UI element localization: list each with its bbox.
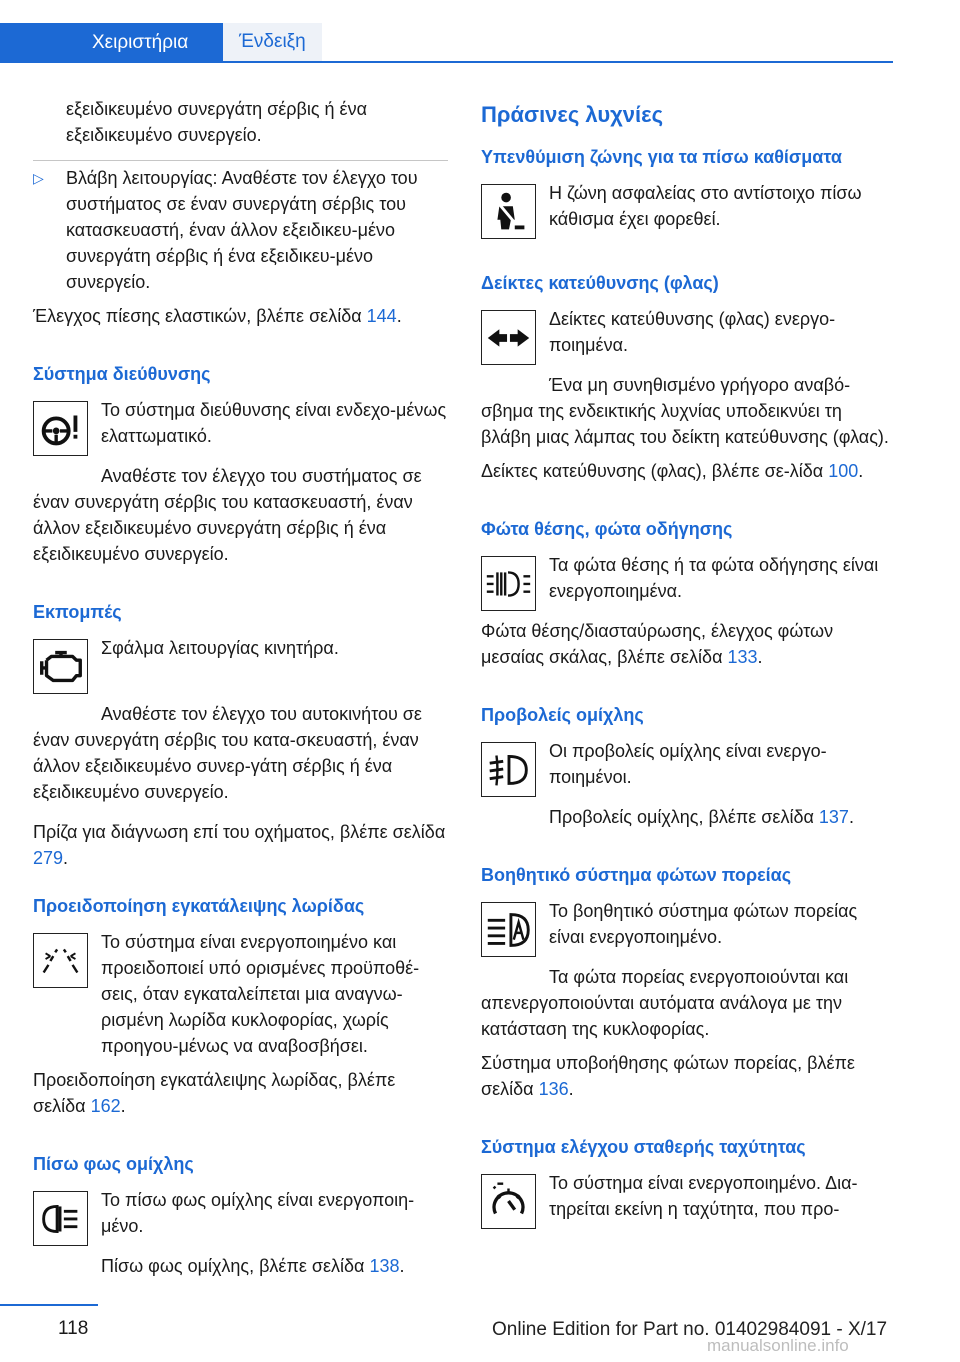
parking-icon-text: Τα φώτα θέσης ή τα φώτα οδήγησης είναι ενεργοποιημένα. [549,555,879,601]
seatbelt-heading: Υπενθύμιση ζώνης για τα πίσω καθίσματα [481,147,842,167]
page-link-138[interactable]: 138 [369,1256,400,1276]
fog-entry [481,738,896,796]
emissions-entry [33,635,448,693]
steering-heading: Σύστημα διεύθυνσης [33,364,211,384]
cruise-control-icon [481,1174,536,1229]
cruise-entry [481,1170,896,1228]
fog-reference: Προβολείς ομίχλης, βλέπε σελίδα 137. [549,807,854,827]
seatbelt-entry [481,180,896,238]
lane-entry [33,929,448,1059]
engine-check-icon [33,639,88,694]
cruise-icon-text: Το σύστημα είναι ενεργοποιημένο. Δια-τηρείται εκείνη η ταχύτητα, που προ- [549,1173,858,1219]
rear-fog-light-icon [33,1191,88,1246]
lane-heading: Προειδοποίηση εγκατάλειψης λωρίδας [33,896,365,916]
high-beam-ref-text: Σύστημα υποβοήθησης φώτων πορείας, βλέπε σελίδα [481,1053,855,1099]
steering-wheel-warning-icon [33,401,88,456]
page-link-137[interactable]: 137 [818,807,849,827]
turn-heading: Δείκτες κατεύθυνσης (φλας) [481,273,719,293]
high-beam-text: Τα φώτα πορείας ενεργοποιούνται και απενεργοποιούνται αυτόματα ανάλογα με την κατάσταση της κυκλοφορίας. [481,967,849,1039]
page-link-144[interactable]: 144 [366,306,397,326]
page-number-rule [0,1304,98,1306]
tyre-ref-text: Έλεγχος πίεσης ελαστικών, βλέπε σελίδα [33,306,362,326]
continued-text: εξειδικευμένο συνεργάτη σέρβις ή ένα εξειδικευμένο συνεργείο. [66,99,367,145]
parking-reference: Φώτα θέσης/διασταύρωσης, έλεγχος φώτων μεσαίας σκάλας, βλέπε σελίδα 133. [481,621,834,667]
seatbelt-icon-text: Η ζώνη ασφαλείας στο αντίστοιχο πίσω κάθισμα έχει φορεθεί. [549,183,862,229]
tab-controls[interactable]: Χειριστήρια [0,23,223,63]
parking-entry [481,552,896,610]
rear-fog-ref-text: Πίσω φως ομίχλης, βλέπε σελίδα [101,1256,365,1276]
page-link-279[interactable]: 279 [33,848,64,868]
turn-icon-text: Δείκτες κατεύθυνσης (φλας) ενεργο-ποιημένα. [549,309,836,355]
turn-reference: Δείκτες κατεύθυνσης (φλας), βλέπε σε-λίδα 100. [481,461,864,481]
triangle-bullet-icon: ▷ [33,170,44,186]
high-beam-reference: Σύστημα υποβοήθησης φώτων πορείας, βλέπε σελίδα 136. [481,1053,855,1099]
parking-lights-icon [481,556,536,611]
watermark: manualsonline.info [707,1336,849,1355]
bullet-item [33,165,448,295]
high-beam-icon-text: Το βοηθητικό σύστημα φώτων πορείας είναι ενεργοποιημένο. [549,901,858,947]
page-number: 118 [58,1318,89,1339]
tyre-reference: Έλεγχος πίεσης ελαστικών, βλέπε σελίδα 144. [33,306,402,326]
diagnosis-ref-text: Πρίζα για διάγνωση επί του οχήματος, βλέπε σελίδα [33,822,446,842]
turn-entry [481,306,896,364]
high-beam-assist-icon [481,902,536,957]
tab-display[interactable]: Ένδειξη [223,23,322,61]
fog-heading: Προβολείς ομίχλης [481,705,644,725]
fog-ref-text: Προβολείς ομίχλης, βλέπε σελίδα [549,807,814,827]
parking-ref-text: Φώτα θέσης/διασταύρωσης, έλεγχος φώτων μεσαίας σκάλας, βλέπε σελίδα [481,621,834,667]
page-link-133[interactable]: 133 [727,647,758,667]
lane-ref-text: Προειδοποίηση εγκατάλειψης λωρίδας, βλέπε σελίδα [33,1070,396,1116]
page-link-162[interactable]: 162 [90,1096,121,1116]
green-lights-title: Πράσινες λυχνίες [481,102,664,127]
rear-fog-entry [33,1187,448,1245]
turn-signal-arrows-icon [481,310,536,365]
steering-text: Αναθέστε τον έλεγχο του συστήματος σε έναν συνεργάτη σέρβις του κατασκευαστή, έναν άλλον εξειδικευμένο συνεργάτη σέρβις ή ένα εξειδικευμένο συνεργείο. [33,466,422,564]
high-beam-entry [481,898,896,956]
bullet-text: Βλάβη λειτουργίας: Αναθέστε τον έλεγχο του συστήματος σε έναν συνεργάτη σέρβις του κατασκευαστή, έναν άλλον εξειδικευ-μένο συνεργάτη σέρβις ή ένα εξειδικευ-μένο συνεργείο. [66,168,418,292]
emissions-text: Αναθέστε τον έλεγχο του αυτοκινήτου σε έναν συνεργάτη σέρβις του κατα-σκευαστή, έναν άλλον εξειδικευμένο συνερ-γάτη σέρβις ή ένα εξειδικευμένο συνεργείο. [33,704,422,802]
edition-note: Online Edition for Part no. 01402984091 - X/17 [492,1319,888,1340]
parking-heading: Φώτα θέσης, φώτα οδήγησης [481,519,733,539]
high-beam-heading: Βοηθητικό σύστημα φώτων πορείας [481,865,792,885]
lane-reference: Προειδοποίηση εγκατάλειψης λωρίδας, βλέπε σελίδα 162. [33,1070,396,1116]
steering-icon-text: Το σύστημα διεύθυνσης είναι ενδεχο-μένως ελαττωματικό. [101,400,447,446]
left-column [33,96,448,1279]
cruise-heading: Σύστημα ελέγχου σταθερής ταχύτητας [481,1137,806,1157]
front-fog-light-icon [481,742,536,797]
divider [33,160,448,161]
rear-fog-icon-text: Το πίσω φως ομίχλης είναι ενεργοποιη-μένο. [101,1190,415,1236]
turn-ref-text: Δείκτες κατεύθυνσης (φλας), βλέπε σε-λίδα [481,461,824,481]
steering-entry [33,397,448,455]
diagnosis-reference: Πρίζα για διάγνωση επί του οχήματος, βλέπε σελίδα 279. [33,822,446,868]
seatbelt-icon [481,184,536,239]
fog-icon-text: Οι προβολείς ομίχλης είναι ενεργο-ποιημένοι. [549,741,827,787]
lane-departure-icon [33,933,88,988]
header-rule [0,61,893,63]
page-link-136[interactable]: 136 [538,1079,569,1099]
rear-fog-heading: Πίσω φως ομίχλης [33,1154,194,1174]
rear-fog-reference: Πίσω φως ομίχλης, βλέπε σελίδα 138. [101,1256,405,1276]
lane-icon-text: Το σύστημα είναι ενεργοποιημένο και προειδοποιεί υπό ορισμένες προϋποθέ-σεις, όταν εγκαταλείπεται μια αναγνω-ρισμένη λωρίδα κυκλοφορίας, χωρίς προηγου-μένως να αναβοσβήσει. [101,932,420,1056]
turn-text: Ένα μη συνηθισμένο γρήγορο αναβό-σβημα της ενδεικτικής λυχνίας υποδεικνύει τη βλάβη μιας λάμπας του δείκτη κατεύθυνσης (φλας). [481,375,889,447]
emissions-heading: Εκπομπές [33,602,122,622]
page-link-100[interactable]: 100 [828,461,859,481]
header [0,23,893,63]
right-column [481,96,896,1228]
emissions-icon-text: Σφάλμα λειτουργίας κινητήρα. [101,638,339,658]
